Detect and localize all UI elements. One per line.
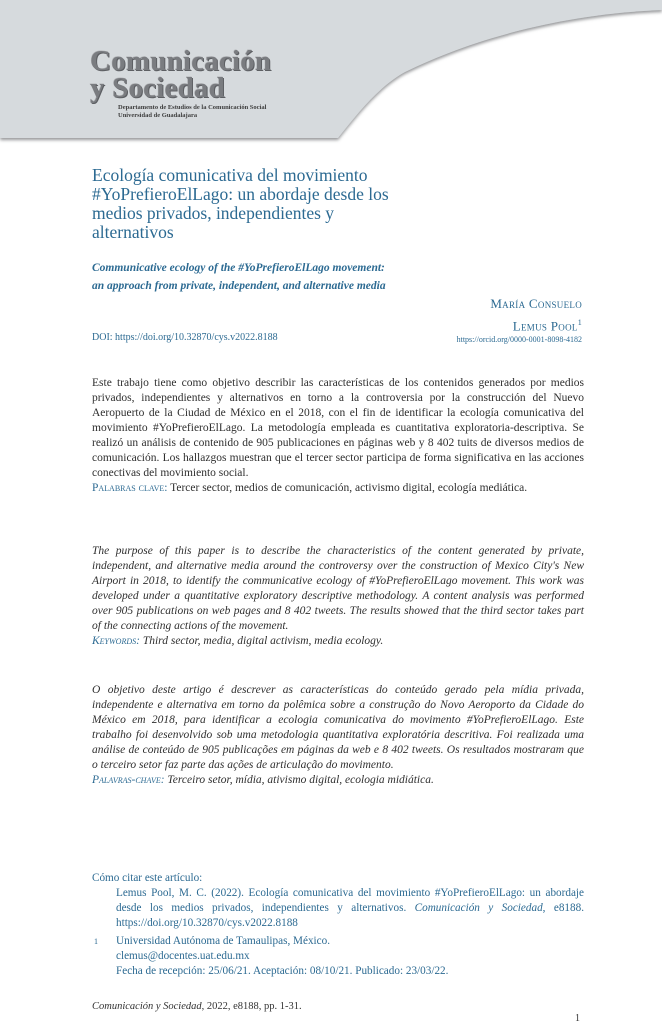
journal-logo [90, 45, 272, 119]
reference-journal: Comunicación y Sociedad [414, 902, 543, 914]
abstract-spanish [92, 376, 584, 496]
university-name: Universidad de Guadalajara [118, 112, 198, 119]
author-orcid-link[interactable]: https://orcid.org/0000-0001-8098-4182 [456, 335, 582, 344]
journal-affiliation [118, 104, 358, 120]
reference-doi[interactable]: , e8188. https://doi.org/10.32870/cys.v2022.8188 [116, 902, 585, 929]
abstract-portuguese [92, 683, 584, 788]
keywords-label: Palabras clave: [92, 482, 168, 494]
keywords-text: Tercer sector, medios de comunicación, activismo digital, ecología mediática. [170, 482, 528, 494]
article-doi-link[interactable]: DOI: https://doi.org/10.32870/cys.v2022.8188 [92, 332, 278, 343]
abstract-english [92, 544, 584, 649]
keywords-text: Terceiro setor, mídia, ativismo digital, ecologia midiática. [167, 774, 434, 786]
publication-dates: Fecha de recepción: 25/06/21. Aceptación: 08/10/21. Publicado: 23/03/22. [116, 965, 449, 977]
article-title-spanish: Ecología comunicativa del movimiento #YoPrefieroElLago: un abordaje desde los medios privados, independientes y alternativos [92, 165, 389, 242]
reference-text: Lemus Pool, M. C. (2022). Ecología comunicativa del movimiento #YoPrefieroElLago: un abordaje desde los medios privados, independientes y alternativos. [116, 887, 584, 914]
author-footnote-mark: 1 [577, 318, 582, 327]
abstract-text: Este trabajo tiene como objetivo describir las características de los contenidos generados por medios privados, independientes y alternativos en torno a la controversia por la construcción del Nuevo Aeropuerto de la Ciudad de México en el 2018, con el fin de identificar la ecología comunicativa del movimiento #YoPrefieroElLago. La metodología empleada es cuantitativa exploratoria-descriptiva. Se realizó un análisis de contenido de 905 publicaciones en páginas web y 8 402 tuits de diversos medios de comunicación. Los hallazgos muestran que el tercer sector participa de forma significativa en las acciones conectivas del movimiento social. [92, 377, 584, 479]
footer-details: , 2022, e8188, pp. 1-31. [201, 1001, 302, 1012]
footer-journal: Comunicación y Sociedad [92, 1001, 202, 1012]
abstract-text: The purpose of this paper is to describe the characteristics of the content generated by private, independent, and alternative media around the controversy over the construction of Mexico City's New Airport in 2018, to identify the communicative ecology of #YoPrefieroElLago movement. This work was developed under a quantitative exploratory descriptive methodology. A content analysis was performed over 905 publications on web pages and 8 402 tweets. The results showed that the third sector takes part of the connecting actions of the movement. [92, 545, 584, 632]
author-email[interactable]: clemus@docentes.uat.edu.mx [116, 950, 250, 962]
abstract-text: O objetivo deste artigo é descrever as características do conteúdo gerado pela mídia privada, independente e alternativa em torno da polêmica sobre a construção do Novo Aeroporto da Cidade do México em 2018, para identificar a ecologia comunicativa do movimento #YoPrefieroElLago. Este trabalho foi desenvolvido sob uma metodologia quantitativa exploratória descritiva. Foi realizada uma análise de conteúdo de 905 publicações em páginas da web e 8 402 tweets. Os resultados mostraram que o terceiro setor faz parte das ações de articulação do movimento. [92, 684, 584, 771]
citation-block [92, 871, 584, 979]
footnote-mark: 1 [94, 937, 98, 946]
keywords-text: Third sector, media, digital activism, media ecology. [142, 635, 384, 647]
citation-heading: Cómo citar este artículo: [92, 872, 203, 884]
page-footer [92, 1001, 302, 1012]
keywords-label: Palavras-chave: [92, 774, 165, 786]
journal-name-line1: Comunicación [90, 45, 272, 77]
citation-reference [92, 886, 584, 931]
department-name: Departamento de Estudios de la Comunicación Social [118, 104, 267, 111]
author-name-line2: Lemus Pool [512, 318, 578, 334]
page-number: 1 [575, 1013, 580, 1024]
author-affiliation: Universidad Autónoma de Tamaulipas, México. [116, 935, 331, 947]
article-title-english: Communicative ecology of the #YoPrefieroElLago movement: an approach from private, independent, and alternative media [92, 262, 386, 292]
author-name [490, 294, 582, 335]
author-name-line1: María Consuelo [490, 296, 582, 311]
author-footnote [92, 934, 584, 979]
journal-name-line2: y Sociedad [90, 72, 225, 104]
keywords-label: Keywords: [92, 635, 140, 647]
